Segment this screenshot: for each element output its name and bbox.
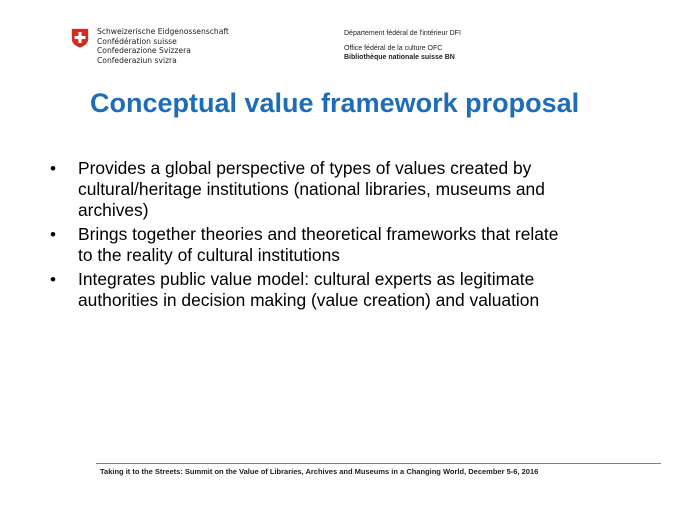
confederation-line-de: Schweizerische Eidgenossenschaft xyxy=(97,27,229,36)
bullet-item xyxy=(50,269,650,311)
swiss-shield-logo-icon xyxy=(70,28,90,48)
bullet-glyph: • xyxy=(50,270,56,289)
bullet-glyph: • xyxy=(50,225,56,244)
department-block xyxy=(344,29,461,62)
confederation-names xyxy=(97,27,229,65)
confederation-line-fr: Confédération suisse xyxy=(97,36,177,46)
slide-title: Conceptual value framework proposal xyxy=(90,88,580,118)
bullet-item xyxy=(50,158,650,221)
bullet-line: Brings together theories and theoretical frameworks that relate xyxy=(78,224,559,244)
footer-divider xyxy=(96,463,661,464)
bullet-glyph: • xyxy=(50,159,56,178)
bullet-list xyxy=(50,158,650,314)
bullet-line: cultural/heritage institutions (national libraries, museums and xyxy=(78,179,545,199)
bullet-line: to the reality of cultural institutions xyxy=(78,245,340,265)
footer-caption: Taking it to the Streets: Summit on the Value of Libraries, Archives and Museums in a Changing World, December 5-6, 2016 xyxy=(100,467,539,476)
confederation-line-rm: Confederaziun svizra xyxy=(97,55,177,65)
bullet-line: authorities in decision making (value creation) and valuation xyxy=(78,290,540,310)
bullet-item xyxy=(50,224,650,266)
department-name: Département fédéral de l'intérieur DFI xyxy=(344,30,461,37)
bullet-line: Provides a global perspective of types of values created by xyxy=(78,158,532,178)
bullet-line: Integrates public value model: cultural experts as legitimate xyxy=(78,269,535,289)
library-name: Bibliothèque nationale suisse BN xyxy=(344,54,455,61)
bullet-line: archives) xyxy=(78,200,149,220)
confederation-line-it: Confederazione Svizzera xyxy=(97,46,191,56)
office-name: Office fédéral de la culture OFC xyxy=(344,45,443,52)
